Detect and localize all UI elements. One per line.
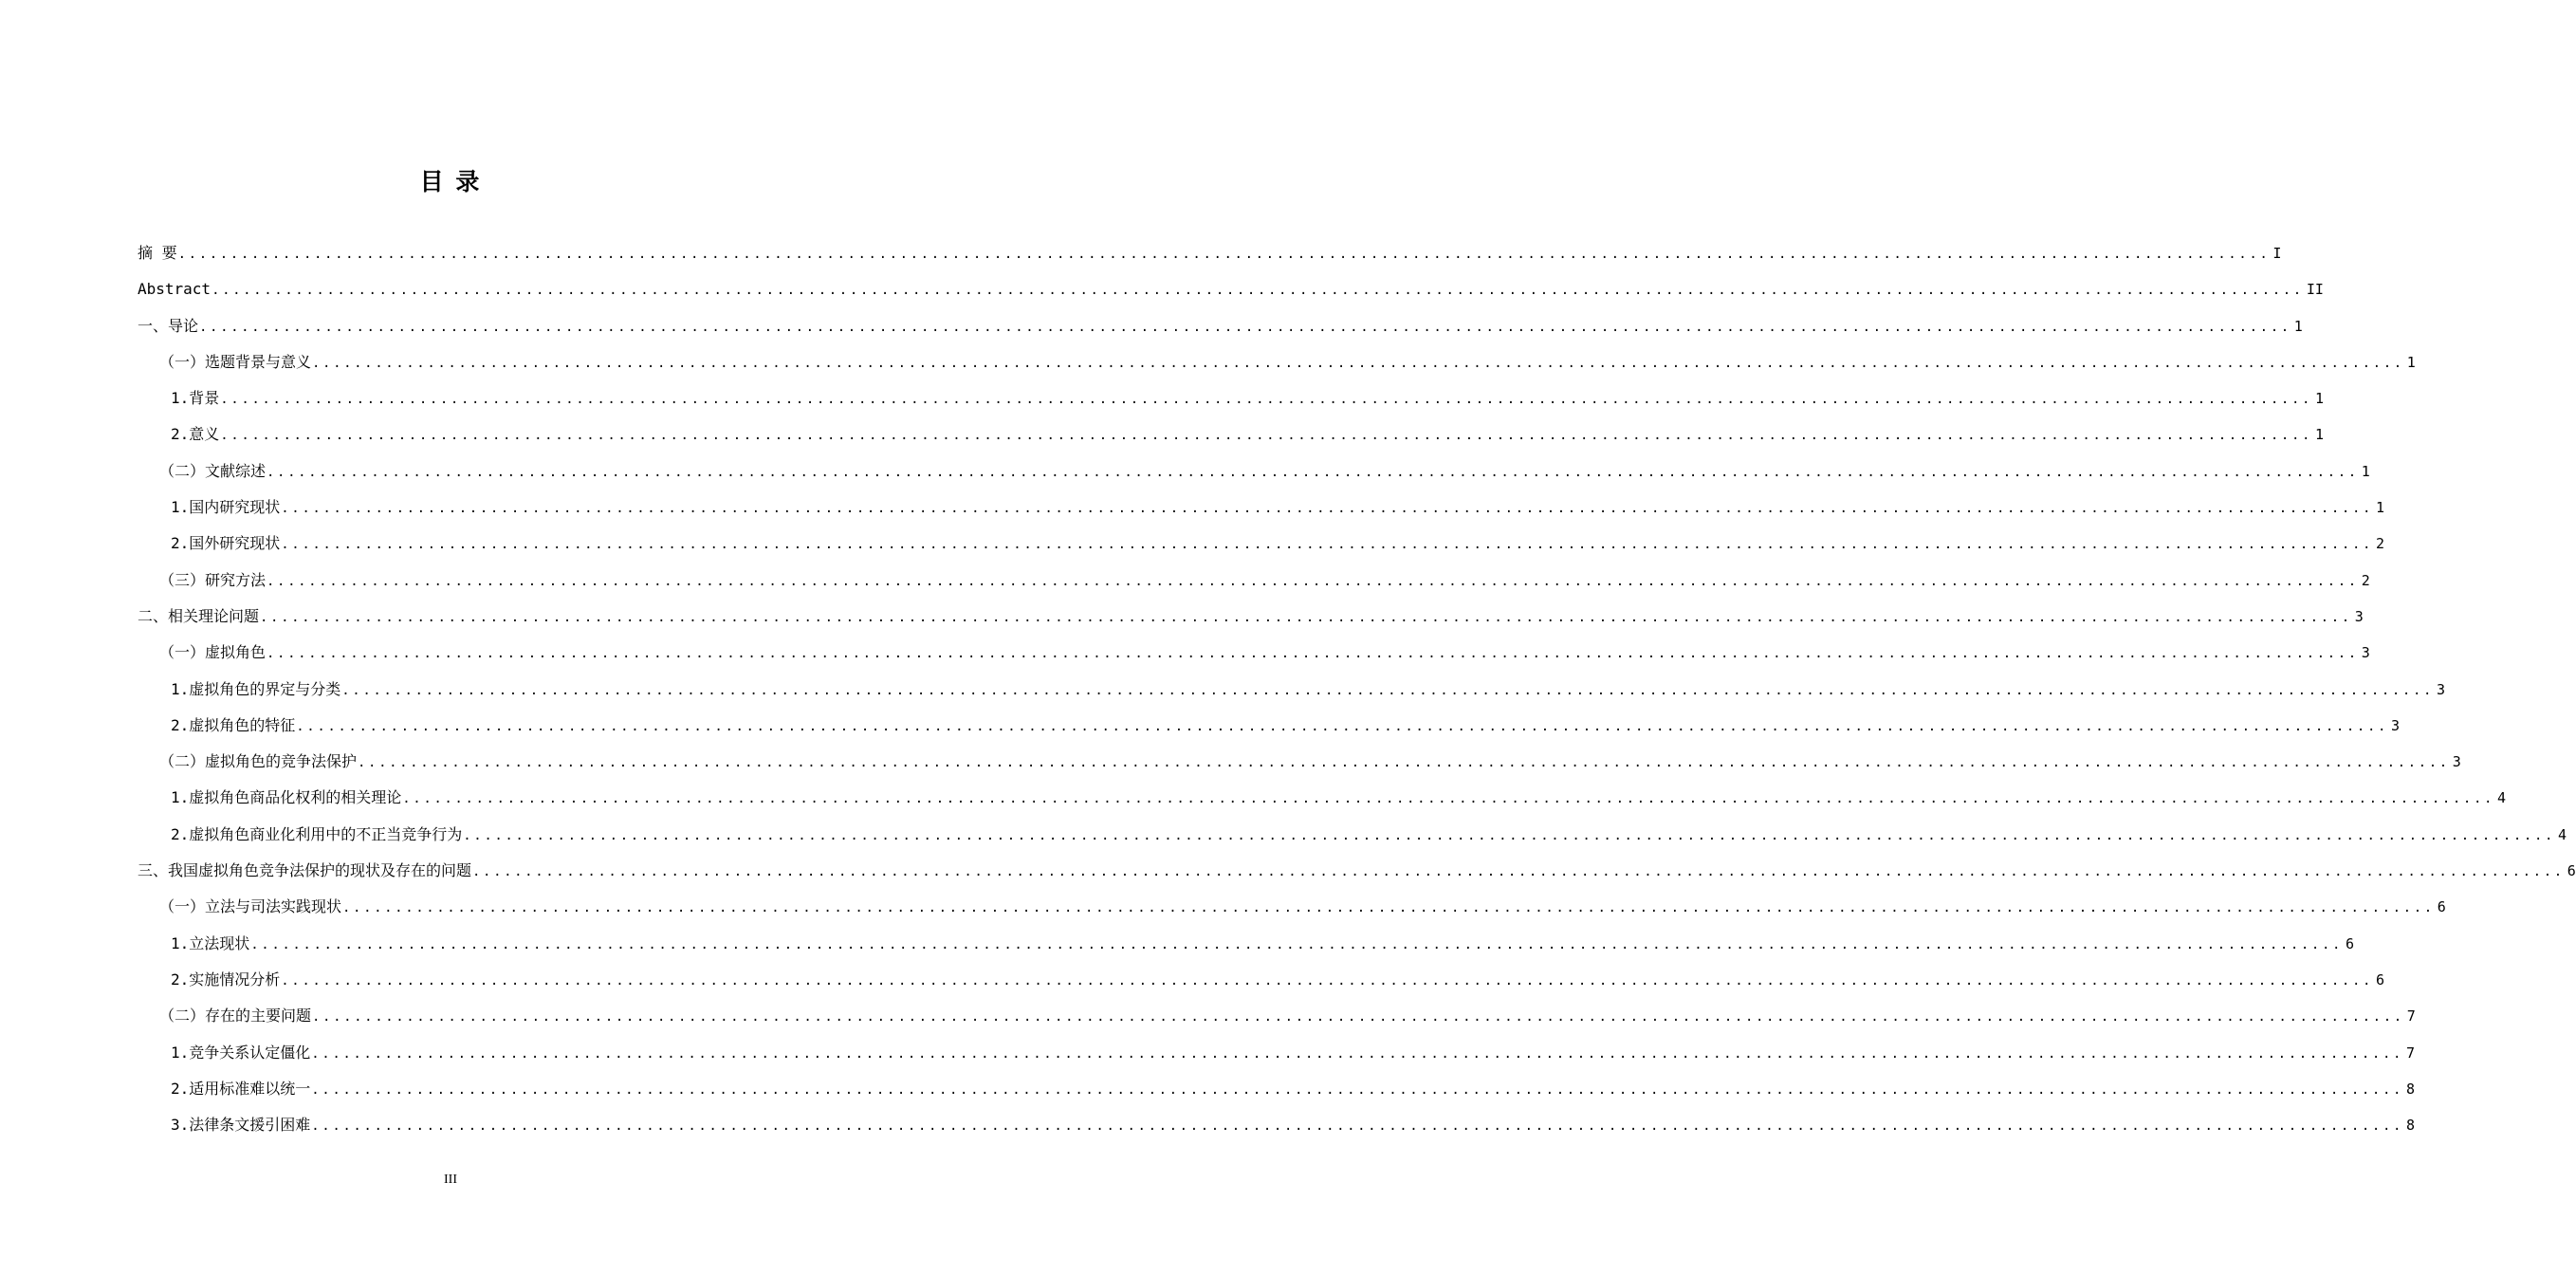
toc-entry-label: 1.国内研究现状 <box>171 498 281 517</box>
toc-entry[interactable] <box>138 416 2325 453</box>
toc-entry-page: 6 <box>2437 898 2446 916</box>
toc-entry-label: 2.国外研究现状 <box>171 534 281 553</box>
toc-entry[interactable] <box>138 1071 2416 1107</box>
toc-dot-leader: ........................................................................................................................................................................................................ <box>358 755 2450 771</box>
toc-entry-page: 4 <box>2558 825 2567 843</box>
toc-entry-label: 3.法律条文援引困难 <box>171 1116 311 1135</box>
toc-entry-label: 摘 要 <box>138 244 177 262</box>
toc-entry[interactable] <box>138 998 2416 1034</box>
toc-entry-label: 二、相关理论问题 <box>138 606 260 625</box>
toc-entry[interactable] <box>138 380 2325 416</box>
toc-dot-leader: ........................................................................................................................................................................................................ <box>342 900 2435 916</box>
toc-dot-leader: ........................................................................................................................................................................................................ <box>260 609 2352 625</box>
toc-entry[interactable] <box>138 926 2355 962</box>
toc-entry-page: 3 <box>2391 716 2401 734</box>
toc-entry[interactable] <box>138 235 2282 271</box>
toc-entry-label: 三、我国虚拟角色竞争法保护的现状及存在的问题 <box>138 861 472 880</box>
toc-entry-page: 7 <box>2406 1044 2416 1062</box>
toc-dot-leader: ........................................................................................................................................................................................................ <box>267 573 2359 589</box>
toc-entry-page: 4 <box>2497 789 2507 807</box>
toc-entry-page: I <box>2272 245 2282 262</box>
toc-entry-label: Abstract <box>138 280 212 299</box>
toc-entry-label: （二）虚拟角色的竞争法保护 <box>159 752 358 771</box>
toc-dot-leader: ........................................................................................................................................................................................................ <box>220 392 2313 408</box>
toc-entry-label: 1.虚拟角色的界定与分类 <box>171 679 341 698</box>
page-number: III <box>444 1173 457 1187</box>
toc-entry-page: II <box>2306 281 2324 299</box>
toc-entry[interactable] <box>138 1107 2416 1143</box>
toc-entry[interactable] <box>138 599 2364 635</box>
toc-dot-leader: ........................................................................................................................................................................................................ <box>472 864 2565 880</box>
toc-entry-page: 3 <box>2354 607 2364 625</box>
toc-entry-label: 1.背景 <box>171 389 220 408</box>
toc-dot-leader: ........................................................................................................................................................................................................ <box>341 682 2435 698</box>
toc-entry[interactable] <box>138 962 2385 998</box>
toc-entry-page: 3 <box>2452 753 2461 771</box>
toc-dot-leader: ........................................................................................................................................................................................................ <box>199 319 2291 335</box>
toc-entry[interactable] <box>138 853 2576 889</box>
toc-dot-leader: ........................................................................................................................................................................................................ <box>281 972 2374 989</box>
toc-entry[interactable] <box>138 490 2385 526</box>
toc-dot-leader: ........................................................................................................................................................................................................ <box>220 428 2313 444</box>
toc-entry-page: 7 <box>2406 1007 2416 1026</box>
toc-entry-label: 1.立法现状 <box>171 933 250 952</box>
toc-entry[interactable] <box>138 563 2370 599</box>
toc-entry-page: 1 <box>2315 426 2325 444</box>
toc-dot-leader: ........................................................................................................................................................................................................ <box>250 936 2344 952</box>
toc-dot-leader: ........................................................................................................................................................................................................ <box>296 718 2389 734</box>
toc-entry-page: 1 <box>2293 317 2303 335</box>
toc-entry[interactable] <box>138 708 2401 744</box>
toc-entry[interactable] <box>138 672 2446 708</box>
toc-dot-leader: ........................................................................................................................................................................................................ <box>311 1118 2404 1135</box>
toc-entry-label: 2.虚拟角色的特征 <box>171 715 296 734</box>
page-title: 目 录 <box>419 168 482 195</box>
toc-entry-label: （一）虚拟角色 <box>159 643 267 662</box>
toc-dot-leader: ........................................................................................................................................................................................................ <box>267 464 2359 480</box>
toc-entry-label: （一）立法与司法实践现状 <box>159 897 342 916</box>
toc-entry-page: 3 <box>2437 680 2446 698</box>
toc-entry-page: 8 <box>2406 1117 2416 1135</box>
toc-dot-leader: ........................................................................................................................................................................................................ <box>267 646 2359 662</box>
toc-entry[interactable] <box>138 635 2370 671</box>
toc-dot-leader: ........................................................................................................................................................................................................ <box>281 501 2374 517</box>
toc-entry[interactable] <box>138 1035 2416 1071</box>
toc-dot-leader: ........................................................................................................................................................................................................ <box>177 247 2271 262</box>
toc-entry-label: （二）存在的主要问题 <box>159 1007 312 1026</box>
toc-entry[interactable] <box>138 744 2461 780</box>
toc-entry-label: 一、导论 <box>138 316 199 335</box>
toc-entry[interactable] <box>138 344 2416 380</box>
toc-entry-label: 2.虚拟角色商业化利用中的不正当竞争行为 <box>171 824 463 843</box>
toc-entry[interactable] <box>138 526 2385 562</box>
toc-dot-leader: ........................................................................................................................................................................................................ <box>402 791 2495 807</box>
toc-dot-leader: ........................................................................................................................................................................................................ <box>463 827 2556 843</box>
toc-entry-page: 2 <box>2376 535 2385 553</box>
toc-entry-page: 3 <box>2361 644 2370 662</box>
toc-entry-label: 2.实施情况分析 <box>171 970 281 989</box>
toc-entry-page: 1 <box>2406 353 2416 371</box>
toc-dot-leader: ........................................................................................................................................................................................................ <box>312 1009 2404 1026</box>
toc-entry[interactable] <box>138 817 2567 853</box>
toc-entry[interactable] <box>138 453 2370 490</box>
toc-dot-leader: ........................................................................................................................................................................................................ <box>212 283 2304 299</box>
toc-entry-label: 1.虚拟角色商品化权利的相关理论 <box>171 788 402 807</box>
toc-entry-label: 1.竞争关系认定僵化 <box>171 1043 311 1062</box>
table-of-contents <box>138 235 2576 1143</box>
toc-entry[interactable] <box>138 271 2324 307</box>
toc-entry-page: 8 <box>2406 1080 2416 1098</box>
toc-entry[interactable] <box>138 889 2446 925</box>
toc-entry-page: 6 <box>2567 862 2576 880</box>
toc-dot-leader: ........................................................................................................................................................................................................ <box>312 355 2404 371</box>
toc-entry[interactable] <box>138 308 2303 344</box>
toc-entry-label: （一）选题背景与意义 <box>159 352 312 371</box>
toc-entry-label: 2.适用标准难以统一 <box>171 1079 311 1098</box>
toc-entry-label: 2.意义 <box>171 425 220 444</box>
toc-entry-page: 1 <box>2376 499 2385 517</box>
toc-dot-leader: ........................................................................................................................................................................................................ <box>311 1081 2404 1098</box>
toc-entry[interactable] <box>138 780 2507 816</box>
toc-entry-label: （三）研究方法 <box>159 570 267 589</box>
toc-entry-page: 6 <box>2346 934 2355 952</box>
toc-entry-page: 6 <box>2376 970 2385 989</box>
toc-entry-label: （二）文献综述 <box>159 461 267 480</box>
toc-dot-leader: ........................................................................................................................................................................................................ <box>281 537 2374 553</box>
toc-dot-leader: ........................................................................................................................................................................................................ <box>311 1045 2404 1062</box>
toc-entry-page: 1 <box>2361 462 2370 480</box>
toc-entry-page: 2 <box>2361 571 2370 589</box>
toc-entry-page: 1 <box>2315 390 2325 408</box>
